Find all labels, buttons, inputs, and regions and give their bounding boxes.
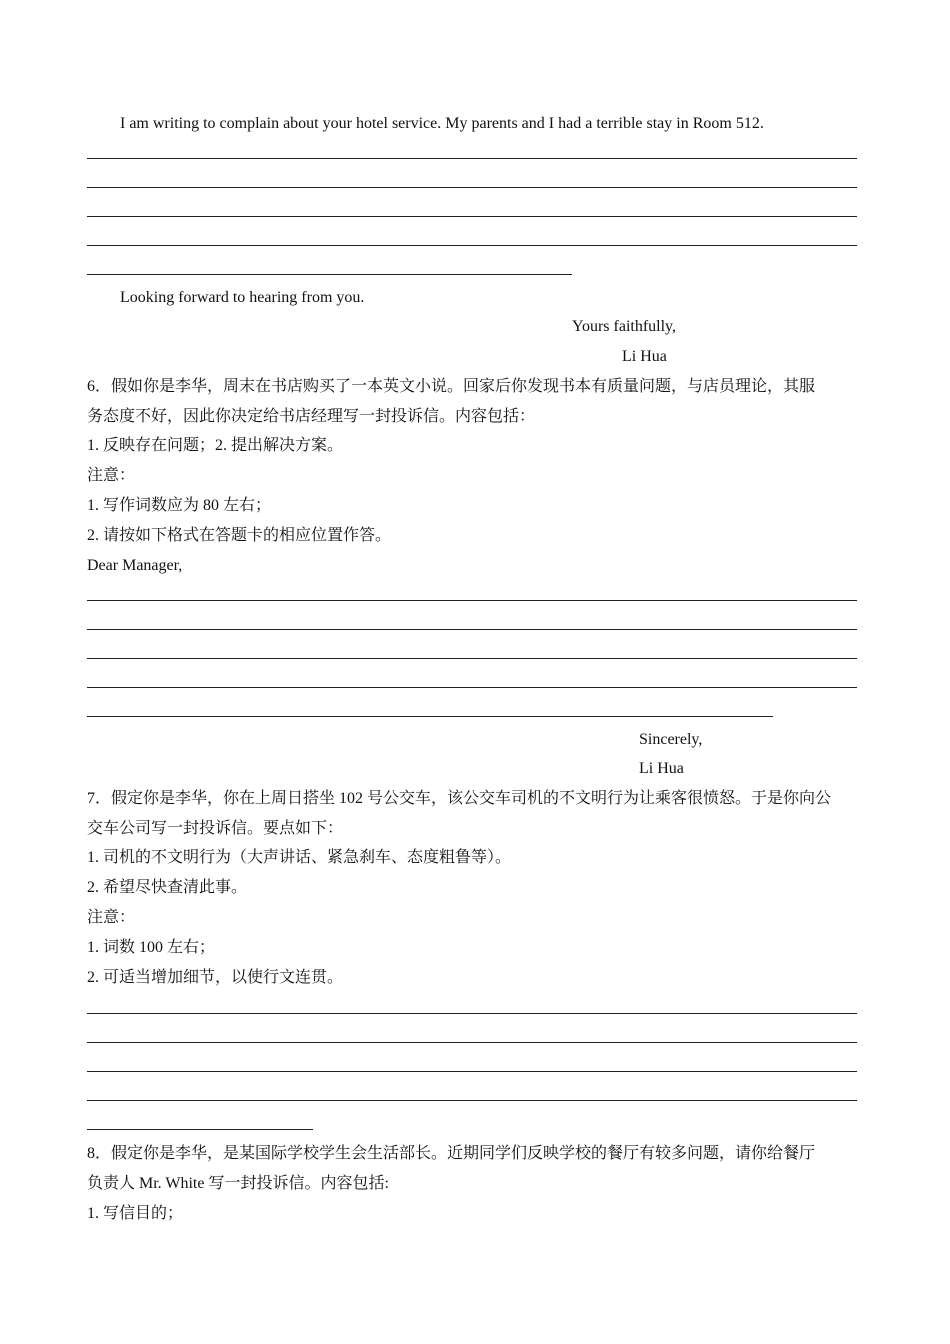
q6-prompt-line-1: 6．假如你是李华，周末在书店购买了一本英文小说。回家后你发现书本有质量问题，与店员理论，其服 [87, 378, 816, 395]
q6-signature: Li Hua [639, 760, 684, 777]
q7-prompt-line-2: 交车公司写一封投诉信。要点如下： [87, 820, 344, 837]
q6-note-label: 注意： [87, 467, 136, 484]
answer-line [87, 600, 857, 601]
answer-line [87, 158, 857, 159]
answer-line [87, 216, 857, 217]
q8-point-1: 1. 写信目的； [87, 1205, 184, 1222]
letter-closing: Looking forward to hearing from you. [120, 289, 365, 306]
answer-line [87, 245, 857, 246]
answer-line [87, 1013, 857, 1014]
q7-point-2: 2. 希望尽快查清此事。 [87, 879, 248, 896]
answer-line [87, 658, 857, 659]
answer-line [87, 629, 857, 630]
q7-note-label: 注意： [87, 909, 136, 926]
q7-point-1: 1. 司机的不文明行为（大声讲话、紧急刹车、态度粗鲁等）。 [87, 849, 512, 866]
answer-line [87, 1071, 857, 1072]
q7-prompt-line-1: 7．假定你是李华，你在上周日搭坐 102 号公交车，该公交车司机的不文明行为让乘客很愤怒。于是你向公 [87, 790, 832, 807]
q6-prompt-line-2: 务态度不好，因此你决定给书店经理写一封投诉信。内容包括： [87, 408, 536, 425]
q6-requirement: 1. 反映存在问题；2. 提出解决方案。 [87, 437, 344, 454]
answer-line [87, 274, 572, 275]
q6-note-1: 1. 写作词数应为 80 左右； [87, 497, 272, 514]
q6-note-2: 2. 请按如下格式在答题卡的相应位置作答。 [87, 527, 392, 544]
q7-note-2: 2. 可适当增加细节，以使行文连贯。 [87, 969, 344, 986]
q8-prompt-line-1: 8．假定你是李华，是某国际学校学生会生活部长。近期同学们反映学校的餐厅有较多问题，请你给餐厅 [87, 1145, 816, 1162]
answer-line [87, 1129, 313, 1130]
q6-signoff: Sincerely, [639, 731, 703, 748]
q7-note-1: 1. 词数 100 左右； [87, 939, 216, 956]
q8-prompt-line-2: 负责人 Mr. White 写一封投诉信。内容包括: [87, 1175, 389, 1192]
letter-signature: Li Hua [622, 348, 667, 365]
q6-salutation: Dear Manager, [87, 557, 183, 574]
letter-opening: I am writing to complain about your hotel service. My parents and I had a terrible stay in Room 512. [120, 115, 764, 132]
answer-line [87, 1042, 857, 1043]
answer-line [87, 1100, 857, 1101]
answer-line [87, 187, 857, 188]
answer-line [87, 716, 773, 717]
answer-line [87, 687, 857, 688]
letter-signoff: Yours faithfully, [572, 318, 677, 335]
